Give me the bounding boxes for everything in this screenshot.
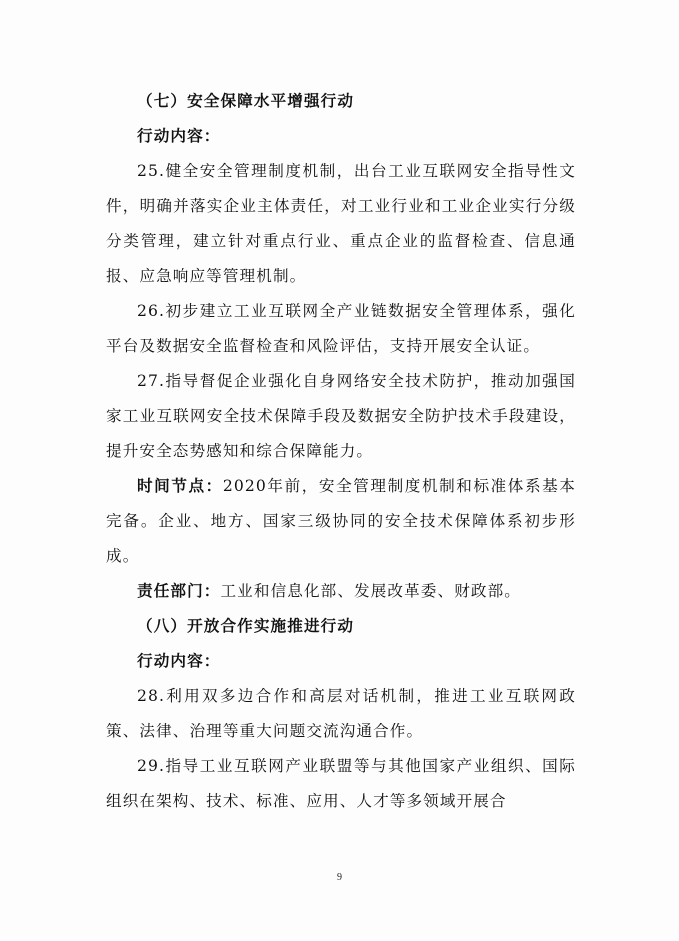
item-paragraph: 25.健全安全管理制度机制，出台工业互联网安全指导性文件，明确并落实企业主体责任，对工业行业和工业企业实行分级分类管理，建立针对重点行业、重点企业的监督检查、信息通报、应急响应等管理机制。 [106,162,576,285]
item-paragraph: 28.利用双多边合作和高层对话机制，推进工业互联网政策、法律、治理等重大问题交流沟通合作。 [106,687,576,740]
timeline-paragraph [106,469,576,574]
item-paragraph: 27.指导督促企业强化自身网络安全技术防护，推动加强国家工业互联网安全技术保障手段及数据安全防护技术手段建设，提升安全态势感知和综合保障能力。 [106,372,576,460]
timeline-text: 2020年前，安全管理制度机制和标准体系基本完备。企业、地方、国家三级协同的安全技术保障体系初步形成。 [106,477,576,565]
department-paragraph [106,574,576,609]
content-label: 行动内容： [137,127,221,145]
page-number: 9 [337,872,342,883]
section-heading: （七）安全保障水平增强行动 [137,92,355,110]
department-text: 工业和信息化部、发展改革委、财政部。 [220,582,521,600]
section-heading: （八）开放合作实施推进行动 [137,617,355,635]
document-body [106,84,576,819]
content-label: 行动内容： [137,652,221,670]
timeline-label: 时间节点： [137,477,223,495]
item-paragraph: 26.初步建立工业互联网全产业链数据安全管理体系，强化平台及数据安全监督检查和风险评估，支持开展安全认证。 [106,302,576,355]
department-label: 责任部门： [137,582,221,600]
item-paragraph: 29.指导工业互联网产业联盟等与其他国家产业组织、国际组织在架构、技术、标准、应用、人才等多领域开展合 [106,757,576,810]
